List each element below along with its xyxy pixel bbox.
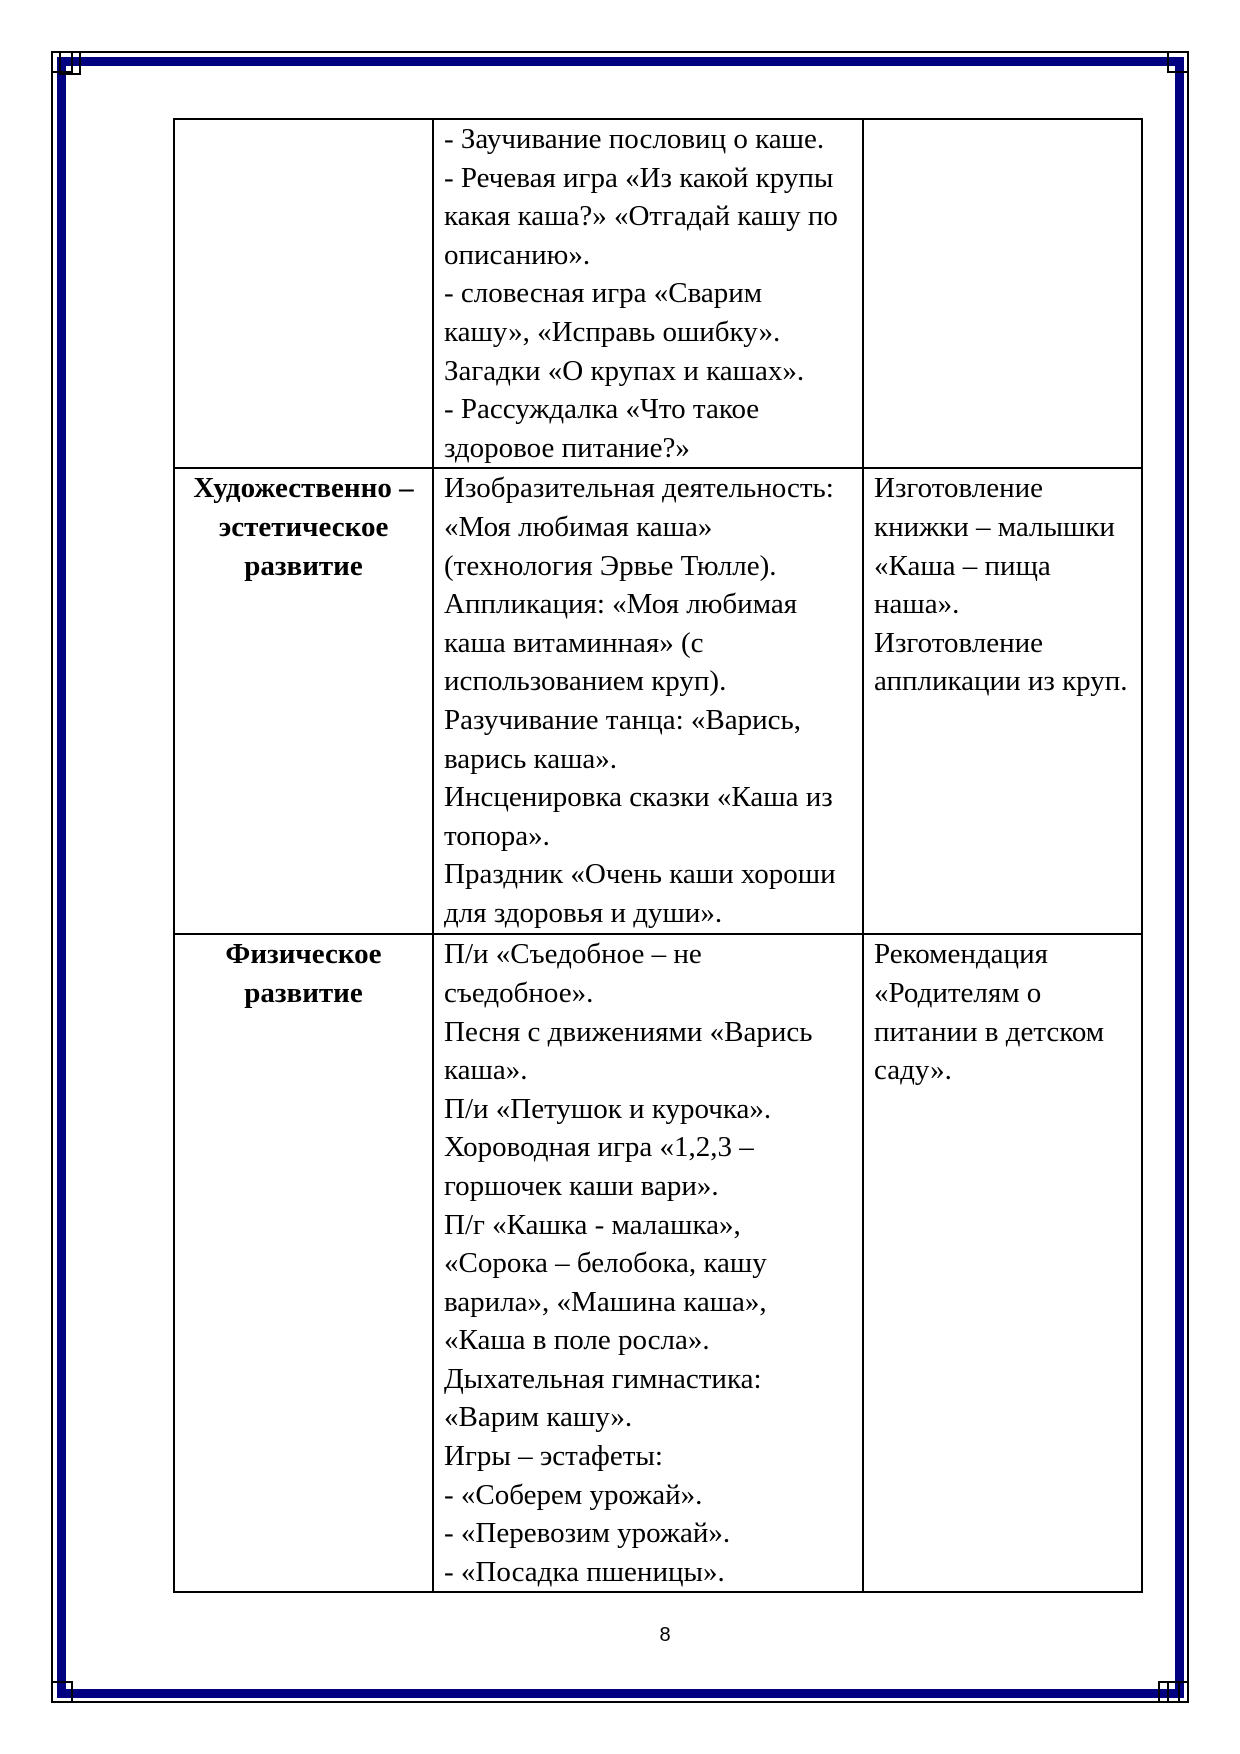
text-line: Рекомендация [874, 938, 1048, 971]
educational-area-cell [174, 468, 433, 934]
table-row [174, 468, 1142, 934]
text-line: Инсценировка сказки «Каша из [444, 781, 833, 814]
text-line: Игры – эстафеты: [444, 1440, 663, 1473]
text-line: «Родителям о [874, 976, 1042, 1009]
corner-ornament [51, 1681, 73, 1703]
parents-work-cell [863, 119, 1142, 468]
text-line: саду». [874, 1054, 952, 1087]
educational-area-cell [174, 119, 433, 468]
educational-area-cell [174, 934, 433, 1592]
text-line: эстетическое [218, 510, 389, 543]
text-line: наша». [874, 588, 960, 621]
text-line: использованием круп). [444, 665, 727, 698]
text-line: Изготовление [874, 626, 1044, 659]
corner-ornament [1167, 51, 1189, 73]
text-line: «Моя любимая каша» [444, 510, 713, 543]
text-line: - Заучивание пословиц о каше. [444, 123, 825, 155]
text-line: - словесная игра «Сварим [444, 277, 763, 310]
text-line: Хороводная игра «1,2,3 – [444, 1131, 754, 1164]
text-line: П/и «Съедобное – не [444, 938, 702, 971]
text-line: Праздник «Очень каши хороши [444, 858, 836, 891]
text-line: Изобразительная деятельность: [444, 472, 834, 505]
activities-cell [433, 119, 863, 468]
text-line: для здоровья и души». [444, 896, 723, 929]
text-line: Изготовление [874, 472, 1044, 505]
text-line: «Каша – пища [874, 549, 1051, 582]
text-line: - «Перевозим урожай». [444, 1517, 731, 1550]
corner-ornament [59, 51, 81, 75]
text-line: П/и «Петушок и курочка». [444, 1092, 772, 1125]
activities-cell [433, 934, 863, 1592]
text-line: - «Посадка пшеницы». [444, 1555, 725, 1588]
text-line: горшочек каши вари». [444, 1169, 719, 1202]
text-line: развитие [244, 549, 363, 582]
page-number: 8 [659, 1624, 671, 1646]
text-line: топора». [444, 819, 550, 852]
text-line: (технология Эрвье Тюлле). [444, 549, 777, 582]
text-line: кашу», «Исправь ошибку». [444, 315, 781, 348]
text-line: - Рассуждалка «Что такое [444, 393, 760, 426]
parents-work-cell [863, 468, 1142, 934]
text-line: книжки – малышки [874, 510, 1115, 543]
table-row [174, 119, 1142, 468]
text-line: какая каша?» «Отгадай кашу по [444, 200, 838, 233]
activities-table [173, 118, 1143, 1593]
text-line: описанию». [444, 238, 591, 271]
parents-work-cell [863, 934, 1142, 1592]
text-line: «Каша в поле росла». [444, 1324, 710, 1357]
text-line: Дыхательная гимнастика: [444, 1362, 762, 1395]
text-line: здоровое питание?» [444, 431, 690, 464]
text-line: аппликации из круп. [874, 665, 1128, 698]
text-line: варила», «Машина каша», [444, 1285, 767, 1318]
text-line: - Речевая игра «Из какой крупы [444, 161, 834, 194]
text-line: развитие [244, 976, 363, 1009]
activities-cell [433, 468, 863, 934]
text-line: «Варим кашу». [444, 1401, 633, 1434]
table-row [174, 934, 1142, 1592]
text-line: П/г «Кашка - малашка», [444, 1208, 741, 1241]
text-line: «Сорока – белобока, кашу [444, 1247, 767, 1280]
text-line: каша». [444, 1054, 528, 1087]
corner-ornament [1158, 1681, 1180, 1703]
text-line: каша витаминная» (с [444, 626, 704, 659]
text-line: варись каша». [444, 742, 618, 775]
text-line: Аппликация: «Моя любимая [444, 588, 798, 621]
text-line: Загадки «О крупах и кашах». [444, 354, 805, 387]
text-line: Физическое [225, 938, 382, 971]
text-line: съедобное». [444, 976, 594, 1009]
text-line: - «Соберем урожай». [444, 1478, 703, 1511]
text-line: питании в детском [874, 1015, 1105, 1048]
text-line: Разучивание танца: «Варись, [444, 703, 801, 736]
text-line: Художественно – [193, 472, 414, 505]
text-line: Песня с движениями «Варись [444, 1015, 813, 1048]
